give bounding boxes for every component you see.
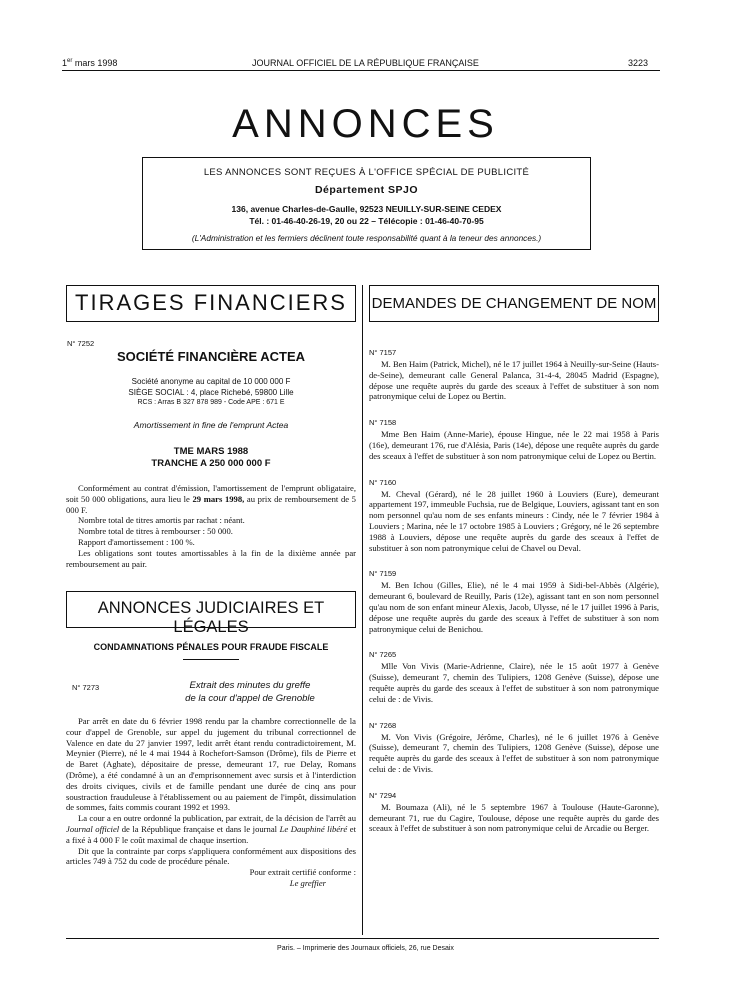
notice-phone: Tél. : 01-46-40-26-19, 20 ou 22 – Télécopie : 01-46-40-70-95 (249, 216, 484, 226)
changement-nom-list (369, 348, 659, 834)
notice-line-2: Département SPJO (314, 184, 419, 196)
extrait-heading-2: de la cour d'appel de Grenoble (185, 693, 315, 704)
list-item: N° 7159 M. Ben Ichou (Gilles, Elie), né le 4 mai 1959 à Sidi-bel-Abbès (Algérie), demeurant 6, boulevard de Reuilly, Paris (12e), agissant tant en son nom personnel qu'au nom de son enfant mineur Alexis, Jacob, Ulysse, né le 17 juillet 1996 à Paris, dépose une requête auprès du garde des sceaux à l'effet de substituer à son nom patronymique celui de Benichou. (369, 569, 659, 634)
announce-number: N° 7273 (72, 683, 100, 692)
section-tirages-financiers: TIRAGES FINANCIERS (66, 285, 356, 322)
section-changement-nom: DEMANDES DE CHANGEMENT DE NOM (369, 285, 659, 322)
company-capital: Société anonyme au capital de 10 000 000 F (131, 377, 291, 386)
footer-imprint: Paris. – Imprimerie des Journaux officiels, 26, rue Desaix (277, 945, 454, 952)
list-item: N° 7157 M. Ben Haim (Patrick, Michel), né le 17 juillet 1964 à Neuilly-sur-Seine (Hauts-de-Seine), demeurant calle General Palanca, 31-4-4, 28045 Madrid (Espagne), dépose une requête auprès du garde des sceaux à l'effet de substituer à son nom patronymique celui de Lopez ou Bertin. (369, 348, 659, 402)
list-item: N° 7268 M. Von Vivis (Grégoire, Jérôme, Charles), né le 6 juillet 1976 à Genève (Suisse), demeurant 7, chemin des Tulipiers, 1208 Genève (Suisse), dépose une requête auprès du garde des sceaux à l'effet de substituer à son nom patronymique celui de : de Vivis. (369, 720, 659, 774)
grenoble-body (66, 716, 356, 889)
company-address: SIÈGE SOCIAL : 4, place Richebé, 59800 Lille (128, 388, 294, 397)
paragraph: Rapport d'amortissement : 100 %. (78, 536, 195, 547)
paragraph: Par arrêt en date du 6 février 1998 rendu par la chambre correctionnelle de la cour d'appel de Grenoble, sur appel du jugement du tribunal correctionnel de Valence en date du 27 janvier 1997, ledit arrêt étant rendu contradictoirement, M. Meynier (Pierre), né le 4 mai 1944 à Rochefort-Samson (Drôme), fils de Pierre et de Baret (Aghate), dépositaire de presse, demeurant 17, rue Delay, Romans (Drôme), a été condamné à un an d'emprisonnement avec sursis et à l'interdiction des droits civiques, civils et de famille pendant une durée de cinq ans pour soustraction frauduleuse à l'établissement ou au paiement de l'impôt, dissimulation de sommes, faits commis courant 1992 et 1993. (66, 716, 356, 813)
list-item: N° 7160 M. Cheval (Gérard), né le 28 juillet 1960 à Louviers (Eure), demeurant appartement 197, immeuble Fuchsia, rue de Belgique, Louviers, agissant tant en son nom personnel qu'au nom de ses enfants mineurs : Cindy, née le 7 février 1984 à Louviers ; Marina, née le 17 octobre 1985 à Louviers ; Grégory, né le 26 septembre 1988 à Louviers, dépose une requête auprès du garde des sceaux à l'effet de substituer à son nom patronymique celui de Chavel ou Deval. (369, 477, 659, 553)
tme-line: TME MARS 1988 (173, 446, 249, 457)
header-rule (62, 70, 660, 71)
signature-line: Pour extrait certifié conforme : (249, 867, 356, 878)
column-divider (362, 285, 363, 935)
announce-number: N° 7252 (67, 339, 95, 348)
notice-address: 136, avenue Charles-de-Gaulle, 92523 NEUILLY-SUR-SEINE CEDEX (231, 204, 502, 214)
notice-disclaimer: (L'Administration et les fermiers déclinent toute responsabilité quant à la teneur des annonces.) (191, 233, 542, 243)
extrait-heading-1: Extrait des minutes du greffe (189, 680, 311, 691)
list-item: N° 7265 Mlle Von Vivis (Marie-Adrienne, Claire), née le 15 août 1977 à Genève (Suisse), demeurant 7, chemin des Tulipiers, 1208 Genève (Suisse), dépose une requête auprès du garde des sceaux à l'effet de substituer à son nom patronymique celui de : de Vivis. (369, 650, 659, 704)
paragraph: Nombre total de titres à rembourser : 50 000. (78, 526, 233, 537)
actea-body (66, 483, 356, 569)
notice-box (142, 157, 591, 250)
paragraph: Dit que la contrainte par corps s'appliquera conformément aux dispositions des articles 749 à 752 du code de procédure pénale. (66, 845, 356, 867)
amortissement-subtitle: Amortissement in fine de l'emprunt Actea (133, 420, 289, 430)
company-name: SOCIÉTÉ FINANCIÈRE ACTEA (116, 349, 306, 364)
paragraph: Les obligations sont toutes amortissables à la fin de la dixième année par remboursement au pair. (66, 547, 356, 569)
list-item: N° 7158 Mme Ben Haim (Anne-Marie), épouse Hingue, née le 22 mai 1958 à Paris (16e), demeurant 176, rue d'Alésia, Paris (14e), dépose une requête auprès du garde des sceaux à l'effet de substituer à son nom patronymique celui de Lopez ou Bertin. (369, 418, 659, 461)
footer-rule (66, 938, 659, 939)
signature-name: Le greffier (289, 877, 326, 888)
paragraph: Conformément au contrat d'émission, l'amortissement de l'emprunt obligataire, soit 50 000 obligations, aura lieu le 29 mars 1998, au prix de remboursement de 5 000 F. (66, 483, 356, 515)
section-annonces-judiciaires: ANNONCES JUDICIAIRES ET LÉGALES (66, 591, 356, 628)
company-rcs: RCS : Arras B 327 878 989 - Code APE : 671 E (137, 399, 285, 406)
page-title: ANNONCES (232, 102, 499, 146)
notice-line-1: LES ANNONCES SONT REÇUES À L'OFFICE SPÉCIAL DE PUBLICITÉ (203, 167, 530, 178)
page-number: 3223 (628, 58, 649, 68)
header-date: 1er mars 1998 (62, 58, 118, 68)
tranche-line: TRANCHE A 250 000 000 F (151, 458, 271, 469)
paragraph: La cour a en outre ordonné la publication, par extrait, de la décision de l'arrêt au Journal officiel de la République française et dans le journal Le Dauphiné libéré et a fixé à 4 000 F le coût maximal de chaque insertion. (66, 813, 356, 845)
list-item: N° 7294 M. Boumaza (Ali), né le 5 septembre 1967 à Toulouse (Haute-Garonne), demeurant 71, rue du Cagire, Toulouse, dépose une requête auprès du garde des sceaux à l'effet de substituer à son nom patronymique celui de Arcadie ou Berger. (369, 790, 659, 834)
condamnations-heading: CONDAMNATIONS PÉNALES POUR FRAUDE FISCALE (93, 642, 329, 652)
divider (183, 659, 239, 660)
journal-title: JOURNAL OFFICIEL DE LA RÉPUBLIQUE FRANÇAISE (252, 58, 479, 68)
paragraph: Nombre total de titres amortis par rachat : néant. (78, 515, 245, 526)
